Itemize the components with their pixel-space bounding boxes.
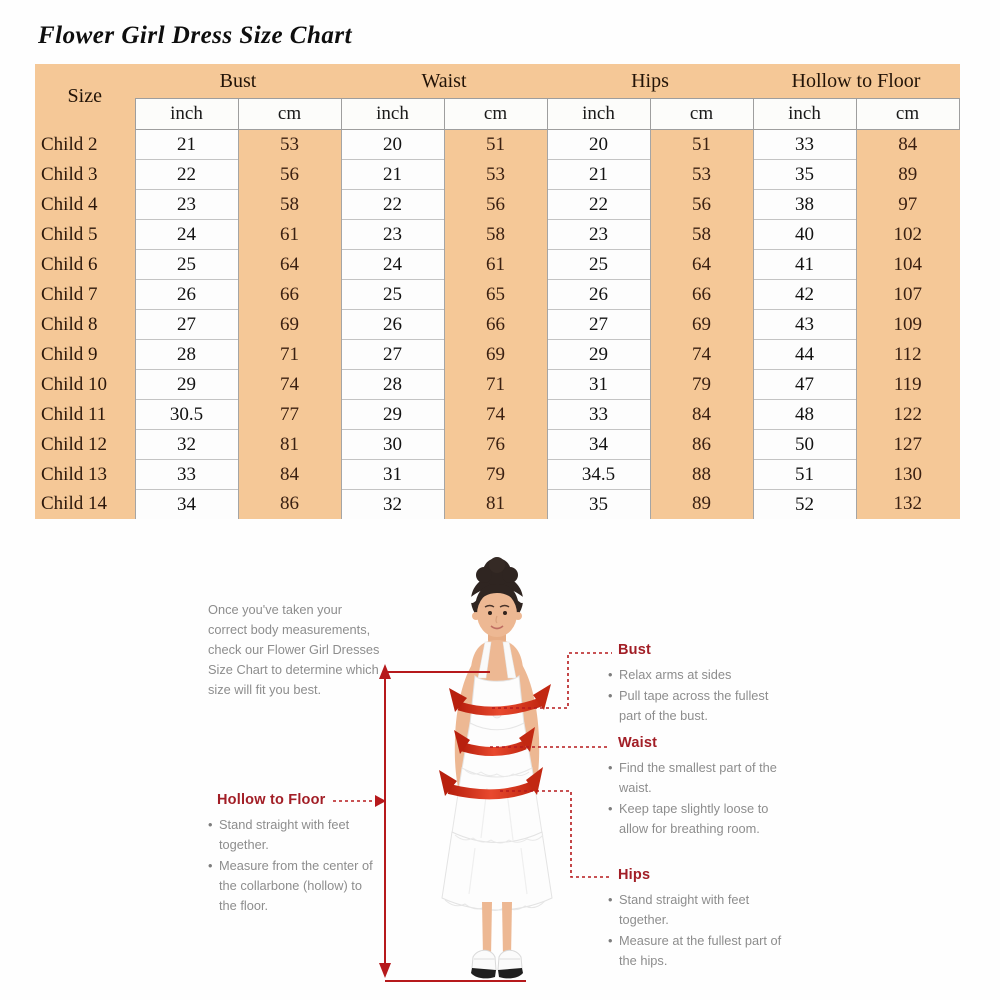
instruction-bullet: • Find the smallest part of the waist. [608, 758, 793, 798]
value-cell: 69 [692, 313, 711, 335]
value-cell: 64 [692, 253, 711, 275]
value-cell: 40 [753, 220, 856, 250]
page-title: Flower Girl Dress Size Chart [38, 22, 353, 49]
value-cell: 74 [486, 403, 505, 425]
size-cell: Child 11 [41, 403, 107, 425]
intro-text: Once you've taken your correct body measurements, check our Flower Girl Dresses Size Chart to determine which size will fit you best. [208, 602, 380, 697]
value-cell: 25 [547, 250, 650, 280]
value-cell: 61 [280, 223, 299, 245]
value-cell: 69 [486, 343, 505, 365]
value-cell: 71 [280, 343, 299, 365]
size-cell: Child 13 [41, 463, 107, 485]
value-cell: 77 [280, 403, 299, 425]
table-row [35, 190, 959, 220]
value-cell: 51 [692, 133, 711, 155]
value-cell: 56 [486, 193, 505, 215]
value-cell: 21 [547, 160, 650, 190]
value-cell: 24 [341, 250, 444, 280]
unit-header-inch: inch [135, 99, 238, 130]
unit-header-cm: cm [650, 99, 753, 130]
unit-header-inch: inch [341, 99, 444, 130]
value-cell: 51 [753, 460, 856, 490]
value-cell: 29 [341, 400, 444, 430]
value-cell: 84 [898, 133, 918, 155]
guide-section-waist [608, 733, 793, 840]
value-cell: 69 [280, 313, 299, 335]
value-cell: 33 [753, 130, 856, 160]
value-cell: 122 [893, 403, 922, 425]
value-cell: 88 [692, 463, 711, 485]
value-cell: 33 [135, 460, 238, 490]
size-cell: Child 4 [41, 193, 98, 215]
guide-section-hips [608, 865, 793, 972]
value-cell: 97 [898, 193, 918, 215]
size-cell: Child 2 [41, 133, 98, 155]
value-cell: 20 [341, 130, 444, 160]
value-cell: 64 [280, 253, 299, 275]
value-cell: 32 [341, 490, 444, 520]
value-cell: 20 [547, 130, 650, 160]
value-cell: 29 [547, 340, 650, 370]
value-cell: 35 [547, 490, 650, 520]
value-cell: 56 [280, 163, 299, 185]
value-cell: 35 [753, 160, 856, 190]
value-cell: 33 [547, 400, 650, 430]
value-cell: 112 [893, 343, 922, 365]
table-row [35, 220, 959, 250]
value-cell: 84 [280, 463, 299, 485]
instruction-list [608, 665, 793, 726]
skirt-tier [442, 832, 552, 910]
table-row [35, 460, 959, 490]
value-cell: 119 [893, 373, 922, 395]
col-header-size: Size [67, 85, 102, 108]
value-cell: 58 [692, 223, 711, 245]
col-header-bust: Bust [219, 69, 257, 92]
value-cell: 28 [135, 340, 238, 370]
value-cell: 27 [341, 340, 444, 370]
size-cell: Child 10 [41, 373, 107, 395]
table-row [35, 340, 959, 370]
value-cell: 21 [341, 160, 444, 190]
value-cell: 79 [486, 463, 505, 485]
table-row [35, 130, 959, 160]
value-cell: 26 [547, 280, 650, 310]
size-cell: Child 6 [41, 253, 98, 275]
value-cell: 48 [753, 400, 856, 430]
section-heading: Bust [618, 642, 652, 658]
value-cell: 22 [547, 190, 650, 220]
size-cell: Child 14 [41, 493, 107, 515]
size-table [35, 64, 960, 519]
value-cell: 32 [135, 430, 238, 460]
value-cell: 66 [280, 283, 299, 305]
value-cell: 38 [753, 190, 856, 220]
unit-header-inch: inch [753, 99, 856, 130]
size-cell: Child 12 [41, 433, 107, 455]
table-row [35, 310, 959, 340]
value-cell: 56 [692, 193, 711, 215]
instruction-bullet: • Relax arms at sides [608, 665, 793, 685]
value-cell: 132 [893, 493, 922, 515]
eye [488, 611, 492, 615]
value-cell: 58 [280, 193, 299, 215]
value-cell: 71 [486, 373, 505, 395]
value-cell: 53 [486, 163, 505, 185]
shoes [471, 950, 523, 978]
value-cell: 31 [547, 370, 650, 400]
value-cell: 50 [753, 430, 856, 460]
head [471, 557, 523, 637]
section-heading: Hips [618, 867, 651, 883]
value-cell: 84 [692, 403, 711, 425]
value-cell: 109 [893, 313, 922, 335]
table-row [35, 250, 959, 280]
table-unit-header-row [35, 99, 959, 130]
instruction-list [608, 758, 793, 839]
value-cell: 86 [280, 493, 299, 515]
value-cell: 30.5 [135, 400, 238, 430]
value-cell: 27 [547, 310, 650, 340]
value-cell: 81 [280, 433, 299, 455]
size-cell: Child 3 [41, 163, 98, 185]
table-row [35, 160, 959, 190]
bodice [470, 676, 524, 731]
value-cell: 27 [135, 310, 238, 340]
col-header-waist: Waist [421, 69, 467, 92]
size-cell: Child 5 [41, 223, 98, 245]
value-cell: 47 [753, 370, 856, 400]
instruction-bullet: • Keep tape slightly loose to allow for breathing room. [608, 799, 793, 839]
value-cell: 74 [692, 343, 711, 365]
table-row [35, 490, 959, 520]
value-cell: 29 [135, 370, 238, 400]
instruction-bullet: • Measure from the center of the collarbone (hollow) to the floor. [208, 856, 380, 916]
value-cell: 26 [341, 310, 444, 340]
guide-section-bust [608, 640, 793, 727]
value-cell: 28 [341, 370, 444, 400]
col-header-hips: Hips [631, 69, 669, 92]
value-cell: 34 [135, 490, 238, 520]
guide-section-hollow-to-floor [208, 790, 380, 917]
value-cell: 26 [135, 280, 238, 310]
unit-header-cm: cm [444, 99, 547, 130]
instruction-bullet: • Measure at the fullest part of the hips. [608, 931, 793, 971]
unit-header-cm: cm [856, 99, 959, 130]
table-row [35, 280, 959, 310]
instruction-list [608, 890, 793, 971]
value-cell: 107 [893, 283, 922, 305]
value-cell: 41 [753, 250, 856, 280]
value-cell: 130 [893, 463, 922, 485]
value-cell: 127 [893, 433, 922, 455]
value-cell: 23 [135, 190, 238, 220]
value-cell: 58 [486, 223, 505, 245]
size-cell: Child 8 [41, 313, 98, 335]
col-header-hollow-to-floor: Hollow to Floor [791, 69, 921, 92]
table-group-header-row [35, 64, 959, 99]
value-cell: 21 [135, 130, 238, 160]
value-cell: 89 [692, 493, 711, 515]
value-cell: 81 [486, 493, 505, 515]
value-cell: 23 [547, 220, 650, 250]
value-cell: 24 [135, 220, 238, 250]
girl-illustration [375, 556, 615, 986]
instruction-bullet: • Pull tape across the fullest part of the bust. [608, 686, 793, 726]
value-cell: 22 [341, 190, 444, 220]
value-cell: 42 [753, 280, 856, 310]
value-cell: 86 [692, 433, 711, 455]
value-cell: 52 [753, 490, 856, 520]
value-cell: 66 [486, 313, 505, 335]
value-cell: 43 [753, 310, 856, 340]
eye [503, 611, 507, 615]
value-cell: 22 [135, 160, 238, 190]
table-row [35, 400, 959, 430]
value-cell: 102 [893, 223, 922, 245]
value-cell: 74 [280, 373, 299, 395]
value-cell: 66 [692, 283, 711, 305]
table-row [35, 370, 959, 400]
instruction-bullet: • Stand straight with feet together. [208, 815, 380, 855]
value-cell: 104 [893, 253, 922, 275]
value-cell: 51 [486, 133, 505, 155]
table-row [35, 430, 959, 460]
value-cell: 53 [692, 163, 711, 185]
value-cell: 34 [547, 430, 650, 460]
value-cell: 25 [341, 280, 444, 310]
value-cell: 34.5 [547, 460, 650, 490]
size-cell: Child 7 [41, 283, 98, 305]
unit-header-inch: inch [547, 99, 650, 130]
value-cell: 23 [341, 220, 444, 250]
value-cell: 53 [280, 133, 299, 155]
value-cell: 76 [486, 433, 505, 455]
value-cell: 25 [135, 250, 238, 280]
value-cell: 44 [753, 340, 856, 370]
value-cell: 79 [692, 373, 711, 395]
instruction-list [208, 815, 380, 916]
value-cell: 89 [898, 163, 918, 185]
size-cell: Child 9 [41, 343, 98, 365]
instruction-bullet: • Stand straight with feet together. [608, 890, 793, 930]
value-cell: 30 [341, 430, 444, 460]
value-cell: 65 [486, 283, 505, 305]
face [477, 591, 517, 637]
unit-header-cm: cm [238, 99, 341, 130]
value-cell: 31 [341, 460, 444, 490]
value-cell: 61 [486, 253, 505, 275]
section-heading: Hollow to Floor [217, 792, 326, 808]
section-heading: Waist [618, 735, 658, 751]
